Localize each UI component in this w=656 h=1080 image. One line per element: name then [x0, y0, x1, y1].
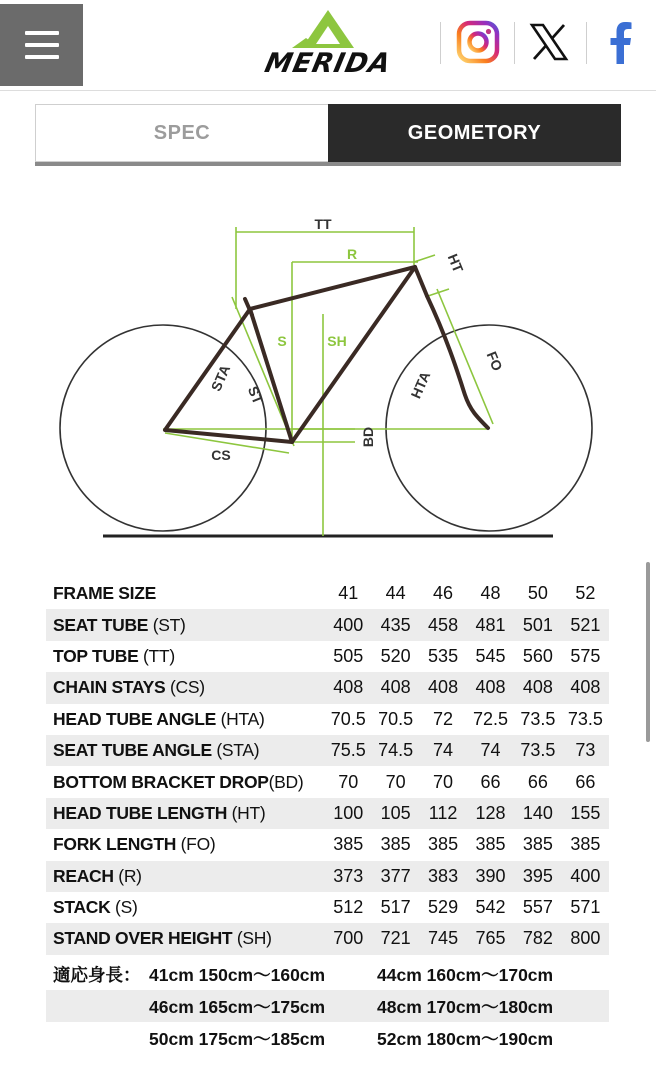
table-cell: 505 [333, 645, 364, 666]
row-name: FRAME SIZE [53, 583, 156, 604]
table-cell: 72.5 [472, 708, 509, 729]
spec-geometry-tabs [35, 104, 621, 166]
table-cell: 70 [385, 771, 406, 792]
table-cell: 70 [433, 771, 454, 792]
tab-spec[interactable]: SPEC [35, 104, 328, 162]
table-cell: 545 [475, 645, 506, 666]
table-cell: 48 [480, 583, 501, 604]
table-cell: 112 [428, 802, 458, 823]
rear-wheel [60, 325, 266, 531]
label-sh: SH [327, 333, 347, 349]
row-abbr: (HTA) [216, 708, 265, 729]
table-cell: 400 [570, 865, 601, 886]
table-cell: 542 [475, 897, 506, 918]
table-cell: 571 [570, 897, 601, 918]
table-cell: 390 [475, 865, 506, 886]
fit-entry: 41cm 150cm〜160cm [149, 964, 326, 985]
label-sta: STA [207, 362, 234, 394]
row-label [46, 646, 325, 667]
row-name: SEAT TUBE [53, 614, 149, 635]
table-cell: 408 [570, 677, 601, 698]
site-header [0, 0, 656, 91]
fit-entry: 46cm 165cm〜175cm [149, 996, 326, 1017]
fit-entry: 48cm 170cm〜180cm [377, 996, 554, 1017]
table-cell: 66 [480, 771, 501, 792]
table-cell: 458 [428, 614, 459, 635]
recommended-height-table [46, 958, 609, 1054]
table-cell: 745 [428, 928, 459, 949]
row-abbr: (HT) [227, 802, 266, 823]
table-row [46, 861, 609, 892]
label-s: S [277, 333, 287, 349]
table-row [46, 735, 609, 766]
table-cell: 46 [433, 583, 454, 604]
table-cell: 74.5 [378, 740, 414, 761]
fit-row [46, 958, 609, 990]
logo-mark-icon [236, 8, 420, 52]
table-cell: 800 [570, 928, 601, 949]
table-row [46, 766, 609, 797]
label-r: R [346, 246, 358, 262]
table-cell: 383 [428, 865, 459, 886]
row-label [46, 928, 325, 949]
tab-underline [35, 162, 621, 166]
label-st: ST [244, 383, 267, 407]
brand-logo[interactable] [236, 8, 420, 78]
row-label [46, 709, 325, 730]
table-cell: 73.5 [520, 708, 556, 729]
fit-row [46, 990, 609, 1022]
table-cell: 73.5 [520, 740, 556, 761]
row-name: REACH [53, 865, 114, 886]
table-cell: 385 [380, 834, 411, 855]
facebook-icon[interactable] [598, 16, 642, 68]
table-cell: 557 [522, 897, 553, 918]
table-cell: 408 [522, 677, 553, 698]
header-divider [586, 22, 587, 64]
row-label [46, 866, 325, 887]
table-cell: 72 [433, 708, 454, 729]
table-cell: 73.5 [567, 708, 603, 729]
row-name: CHAIN STAYS [53, 677, 166, 698]
scrollbar[interactable] [646, 562, 650, 742]
row-abbr: (S) [110, 897, 138, 918]
table-cell: 435 [380, 614, 411, 635]
geometry-diagram [55, 205, 605, 550]
row-label [46, 677, 325, 698]
row-name: STACK [53, 897, 111, 918]
row-abbr: (SH) [232, 928, 272, 949]
row-abbr: (TT) [138, 645, 175, 666]
header-divider [514, 22, 515, 64]
table-cell: 100 [333, 802, 364, 823]
table-cell: 70.5 [378, 708, 414, 729]
table-cell: 575 [570, 645, 601, 666]
row-name: HEAD TUBE LENGTH [53, 802, 228, 823]
table-cell: 535 [428, 645, 459, 666]
table-cell: 721 [380, 928, 411, 949]
table-cell: 74 [433, 740, 454, 761]
table-row [46, 829, 609, 860]
table-cell: 395 [522, 865, 553, 886]
label-bd: BD [360, 426, 376, 448]
header-divider [440, 22, 441, 64]
row-abbr: (BD) [268, 771, 304, 792]
row-name: BOTTOM BRACKET DROP [53, 771, 269, 792]
row-abbr: (STA) [211, 740, 260, 761]
table-cell: 74 [480, 740, 501, 761]
table-row [46, 578, 609, 609]
row-label [46, 803, 325, 824]
table-cell: 50 [527, 583, 548, 604]
table-cell: 41 [338, 583, 359, 604]
table-row [46, 641, 609, 672]
table-cell: 377 [380, 865, 411, 886]
table-cell: 481 [475, 614, 506, 635]
row-name: STAND OVER HEIGHT [53, 928, 233, 949]
table-cell: 128 [475, 802, 506, 823]
label-tt: TT [314, 216, 332, 232]
label-hta: HTA [407, 369, 434, 401]
table-cell: 373 [333, 865, 364, 886]
row-label [46, 615, 325, 636]
row-label [46, 740, 325, 761]
instagram-icon[interactable] [452, 16, 504, 68]
table-cell: 782 [522, 928, 553, 949]
fit-title: 適応身長： [53, 964, 141, 985]
row-name: HEAD TUBE ANGLE [53, 708, 217, 729]
table-cell: 408 [428, 677, 459, 698]
table-cell: 140 [522, 802, 553, 823]
table-cell: 52 [575, 583, 596, 604]
table-cell: 70 [338, 771, 359, 792]
table-row [46, 609, 609, 640]
table-cell: 73 [575, 740, 596, 761]
table-cell: 700 [333, 928, 364, 949]
table-row [46, 798, 609, 829]
table-cell: 408 [333, 677, 364, 698]
fit-row [46, 1022, 609, 1054]
row-label [46, 772, 325, 793]
label-cs: CS [211, 447, 231, 463]
fit-entry: 52cm 180cm〜190cm [377, 1028, 554, 1049]
table-cell: 70.5 [330, 708, 366, 729]
table-row [46, 672, 609, 703]
table-cell: 400 [333, 614, 364, 635]
row-name: FORK LENGTH [53, 834, 177, 855]
table-cell: 385 [428, 834, 459, 855]
tab-geometry[interactable]: GEOMETORY [328, 104, 621, 162]
table-cell: 560 [522, 645, 553, 666]
table-cell: 44 [385, 583, 406, 604]
table-cell: 501 [522, 614, 553, 635]
table-row [46, 704, 609, 735]
table-cell: 385 [570, 834, 601, 855]
row-abbr: (FO) [176, 834, 216, 855]
table-cell: 385 [522, 834, 553, 855]
fit-entry: 50cm 175cm〜185cm [149, 1028, 326, 1049]
table-cell: 385 [475, 834, 506, 855]
row-label [46, 897, 325, 918]
table-row [46, 892, 609, 923]
table-row [46, 923, 609, 954]
label-fo: FO [483, 349, 506, 374]
table-cell: 765 [475, 928, 506, 949]
table-cell: 408 [475, 677, 506, 698]
x-icon[interactable] [524, 16, 574, 68]
table-cell: 66 [575, 771, 596, 792]
table-cell: 529 [428, 897, 459, 918]
row-name: SEAT TUBE ANGLE [53, 740, 212, 761]
row-abbr: (ST) [148, 614, 186, 635]
geometry-table [46, 578, 609, 955]
table-cell: 408 [380, 677, 411, 698]
table-cell: 512 [333, 897, 364, 918]
hamburger-icon[interactable] [0, 4, 83, 86]
table-cell: 105 [380, 802, 411, 823]
table-cell: 75.5 [330, 740, 366, 761]
table-cell: 155 [570, 802, 601, 823]
fit-entry: 44cm 160cm〜170cm [377, 964, 554, 985]
row-label [46, 834, 325, 855]
table-cell: 385 [333, 834, 364, 855]
label-ht: HT [444, 251, 467, 275]
row-name: TOP TUBE [53, 645, 139, 666]
row-abbr: (R) [113, 865, 142, 886]
brand-wordmark: MERIDA [261, 48, 395, 79]
table-cell: 520 [380, 645, 411, 666]
row-abbr: (CS) [165, 677, 205, 698]
table-cell: 66 [527, 771, 548, 792]
table-cell: 521 [570, 614, 601, 635]
table-cell: 517 [380, 897, 411, 918]
row-label [46, 583, 325, 604]
